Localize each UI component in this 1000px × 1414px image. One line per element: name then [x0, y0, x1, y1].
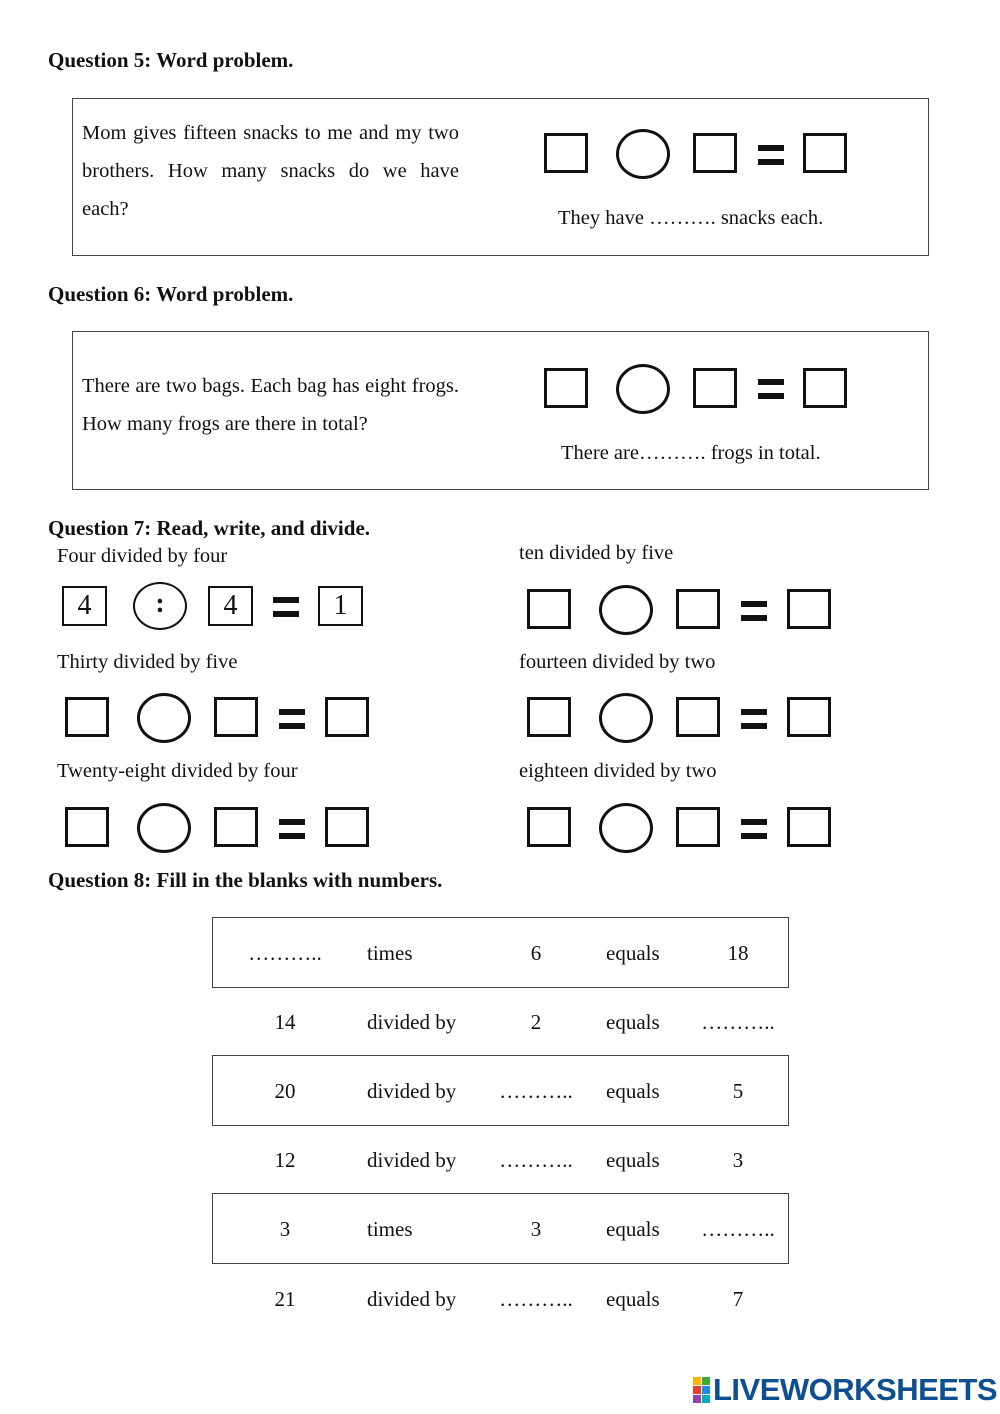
- question-5-caption: They have ………. snacks each.: [558, 207, 824, 229]
- logo-mark-icon: [693, 1377, 710, 1403]
- division-label: Thirty divided by five: [57, 651, 238, 673]
- equals-sign: [741, 709, 767, 729]
- equals-sign: [741, 819, 767, 839]
- number-cell: 20: [274, 1079, 296, 1103]
- answer-box[interactable]: [527, 807, 571, 847]
- answer-box: 4: [62, 586, 107, 626]
- number-cell: 3: [530, 1217, 542, 1241]
- number-cell: 12: [274, 1148, 296, 1172]
- number-cell: 14: [274, 1010, 296, 1034]
- answer-box[interactable]: [787, 697, 831, 737]
- question-5-text: Mom gives fifteen snacks to me and my two brothers. How many snacks do we have each?: [82, 122, 459, 220]
- division-label: Twenty-eight divided by four: [57, 760, 298, 782]
- answer-box[interactable]: [325, 807, 369, 847]
- answer-box[interactable]: [65, 807, 109, 847]
- number-cell: 7: [732, 1287, 744, 1311]
- operation-word: divided by: [367, 1079, 457, 1103]
- logo-block: [693, 1386, 701, 1394]
- answer-box: 1: [318, 586, 363, 626]
- blank-cell[interactable]: ………..: [499, 1079, 573, 1103]
- number-cell: 21: [274, 1287, 296, 1311]
- blank-cell[interactable]: ………..: [701, 1217, 775, 1241]
- answer-box[interactable]: [214, 697, 258, 737]
- blank-cell[interactable]: ………..: [701, 1010, 775, 1034]
- number-cell: 5: [732, 1079, 744, 1103]
- logo-text: LIVEWORKSHEETS: [713, 1372, 998, 1407]
- operator-circle[interactable]: [599, 693, 653, 743]
- question-5-box: [72, 98, 929, 256]
- answer-box[interactable]: [527, 589, 571, 629]
- answer-box[interactable]: [676, 697, 720, 737]
- question-7-title: Question 7: Read, write, and divide.: [48, 516, 371, 540]
- number-cell: 6: [530, 941, 542, 965]
- logo-block: [693, 1377, 701, 1385]
- answer-box[interactable]: [693, 368, 737, 408]
- logo-block: [702, 1395, 710, 1403]
- division-label: Four divided by four: [57, 545, 228, 567]
- equals-sign: [758, 145, 784, 165]
- blank-cell[interactable]: ………..: [499, 1287, 573, 1311]
- equals-word: equals: [606, 1079, 660, 1103]
- division-label: eighteen divided by two: [519, 760, 717, 782]
- equals-sign: [741, 601, 767, 621]
- question-6-box: [72, 331, 929, 490]
- operator-circle[interactable]: [616, 364, 670, 414]
- equals-sign: [279, 819, 305, 839]
- liveworksheets-logo: [693, 1373, 997, 1407]
- answer-box[interactable]: [65, 697, 109, 737]
- answer-box[interactable]: [527, 697, 571, 737]
- equals-word: equals: [606, 1217, 660, 1241]
- operator-circle: :: [133, 582, 187, 630]
- blank-cell[interactable]: ………..: [499, 1148, 573, 1172]
- answer-box[interactable]: [325, 697, 369, 737]
- answer-box[interactable]: [787, 807, 831, 847]
- equals-sign: [279, 709, 305, 729]
- answer-box[interactable]: [803, 133, 847, 173]
- question-5-title: Question 5: Word problem.: [48, 48, 294, 72]
- operator-circle[interactable]: [616, 129, 670, 179]
- number-cell: 18: [727, 941, 749, 965]
- logo-block: [693, 1395, 701, 1403]
- question-6-title: Question 6: Word problem.: [48, 282, 294, 306]
- equals-sign: [758, 379, 784, 399]
- logo-block: [702, 1386, 710, 1394]
- answer-box: 4: [208, 586, 253, 626]
- answer-box[interactable]: [787, 589, 831, 629]
- operator-circle[interactable]: [599, 585, 653, 635]
- answer-box[interactable]: [676, 589, 720, 629]
- operation-word: times: [367, 1217, 413, 1241]
- answer-box[interactable]: [676, 807, 720, 847]
- number-cell: 2: [530, 1010, 542, 1034]
- answer-box[interactable]: [803, 368, 847, 408]
- answer-box[interactable]: [544, 368, 588, 408]
- logo-block: [702, 1377, 710, 1385]
- operation-word: times: [367, 941, 413, 965]
- operation-word: divided by: [367, 1010, 457, 1034]
- question-6-caption: There are………. frogs in total.: [561, 442, 821, 464]
- question-8-title: Question 8: Fill in the blanks with numbers.: [48, 868, 443, 892]
- question-6-text: There are two bags. Each bag has eight frogs. How many frogs are there in total?: [82, 375, 459, 435]
- equals-word: equals: [606, 1287, 660, 1311]
- division-label: fourteen divided by two: [519, 651, 716, 673]
- operator-circle[interactable]: [599, 803, 653, 853]
- operation-word: divided by: [367, 1148, 457, 1172]
- operator-circle[interactable]: [137, 803, 191, 853]
- answer-box[interactable]: [544, 133, 588, 173]
- equals-word: equals: [606, 1148, 660, 1172]
- number-cell: 3: [732, 1148, 744, 1172]
- division-label: ten divided by five: [519, 542, 674, 564]
- equals-word: equals: [606, 1010, 660, 1034]
- operator-circle[interactable]: [137, 693, 191, 743]
- answer-box[interactable]: [693, 133, 737, 173]
- blank-cell[interactable]: ………..: [248, 941, 322, 965]
- equals-word: equals: [606, 941, 660, 965]
- number-cell: 3: [279, 1217, 291, 1241]
- equals-sign: [273, 597, 299, 617]
- answer-box[interactable]: [214, 807, 258, 847]
- operation-word: divided by: [367, 1287, 457, 1311]
